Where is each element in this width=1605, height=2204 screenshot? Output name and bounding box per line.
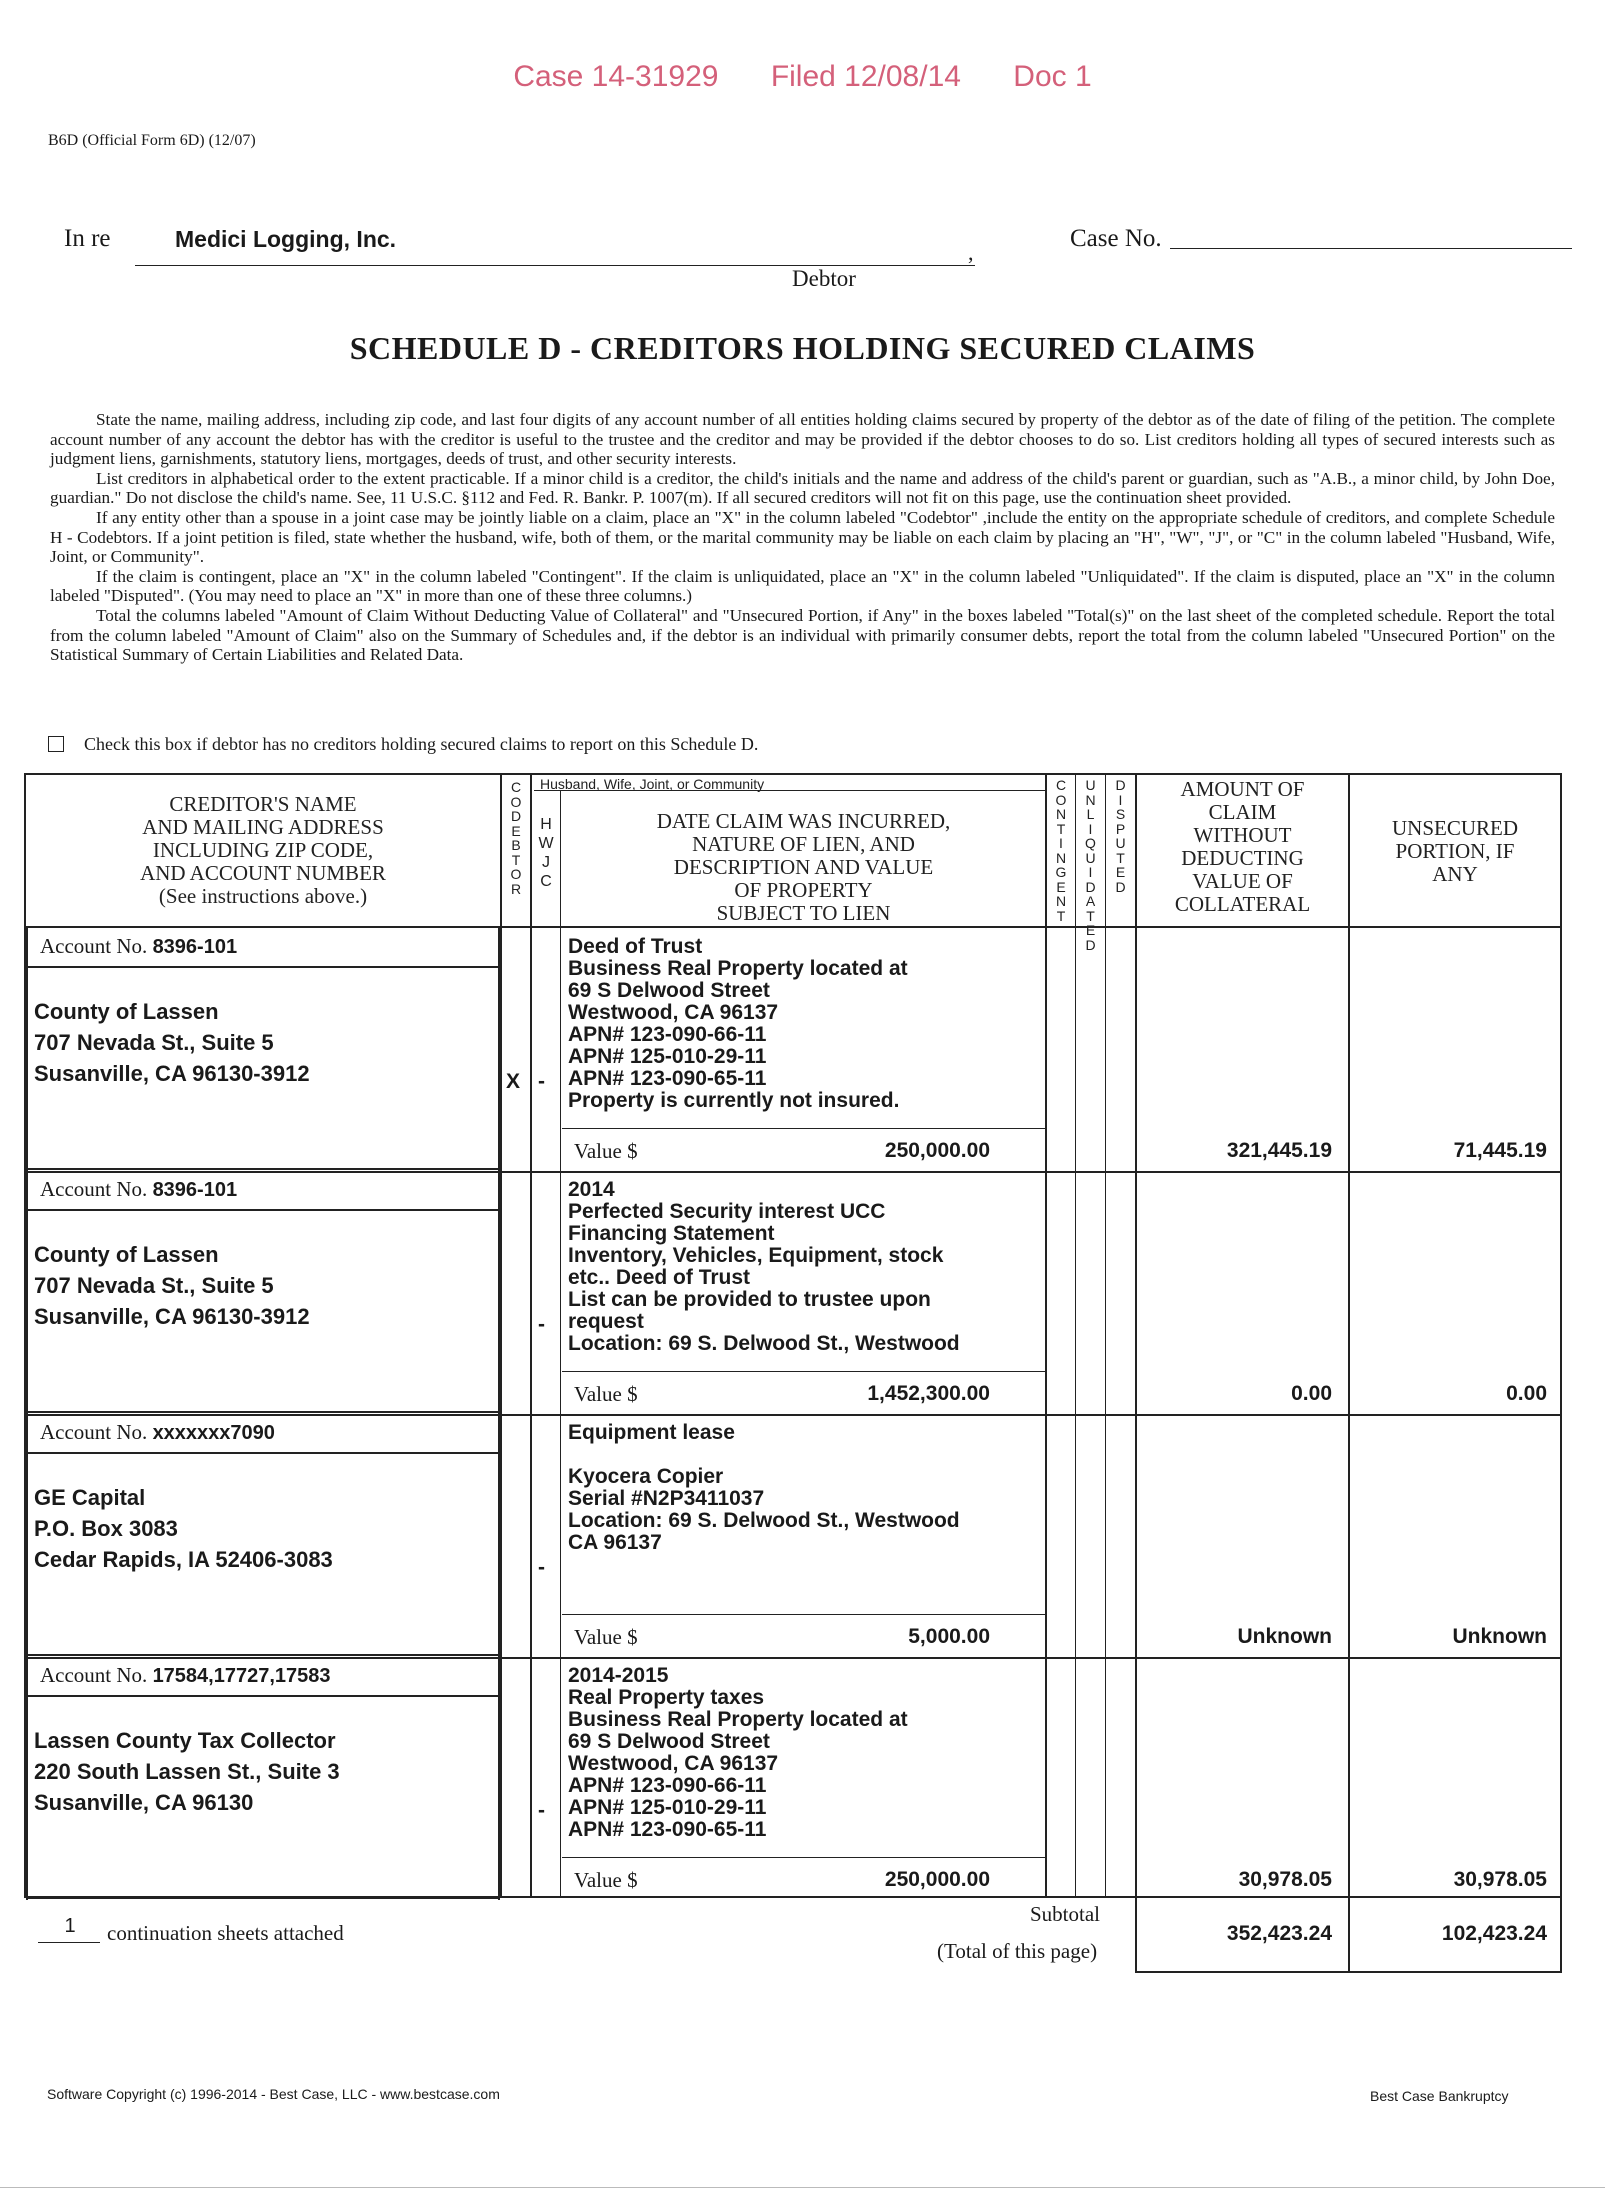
debtor-label: Debtor — [792, 266, 856, 291]
creditor-cell-left — [26, 1414, 28, 1657]
property-value: 5,000.00 — [908, 1625, 990, 1648]
claim-amount: 0.00 — [1291, 1382, 1332, 1405]
value-label: Value $ — [574, 1139, 638, 1163]
value-label: Value $ — [574, 1868, 638, 1892]
instruction-paragraph: State the name, mailing address, including zip code, and last four digits of any account number of all entities holding claims secured by property of the debtor as of the date of filing of the petition. The complete account number of any account the debtor has with the creditor is useful to the trustee and the creditor and may be provided if the debtor chooses to do so. List creditors holding all types of secured interests such as judgment liens, garnishments, statutory liens, mortgages, deeds of trust, and other security interests. — [50, 410, 1555, 469]
account-underline — [26, 1452, 500, 1454]
account-underline — [26, 966, 500, 968]
col-line — [500, 773, 502, 1898]
creditor-cell-left — [26, 1171, 28, 1414]
header-line: UNSECURED — [1391, 816, 1518, 840]
creditor-address — [34, 1239, 310, 1332]
description-line: request — [568, 1310, 644, 1333]
account-underline — [26, 1695, 500, 1697]
creditor-address — [34, 996, 310, 1089]
hwjc-mark: - — [538, 1799, 545, 1822]
form-id: B6D (Official Form 6D) (12/07) — [48, 132, 256, 149]
description-line: APN# 125-010-29-11 — [568, 1045, 767, 1068]
col-line — [1135, 773, 1137, 1973]
instruction-paragraph: If any entity other than a spouse in a joint case may be jointly liable on a claim, place an "X" in the column labeled "Codebtor" ,include the entity on the appropriate schedule of creditors, and complete Schedule H - Codebtors. If a joint petition is filed, state whether the husband, wife, both of them, or the marital community may be liable on each claim by placing an "H", "W", "J", or "C" in the column labeled "Husband, Wife, Joint, or Community". — [50, 507, 1555, 567]
value-label: Value $ — [574, 1625, 638, 1649]
hwjc-mark: - — [538, 1070, 545, 1093]
row-separator — [24, 1414, 1560, 1416]
property-value: 1,452,300.00 — [867, 1382, 990, 1405]
header-line: SUBJECT TO LIEN — [716, 901, 891, 925]
creditor-cell-right — [498, 928, 500, 1171]
header-line: AND MAILING ADDRESS — [142, 815, 384, 839]
instruction-paragraph: Total the columns labeled "Amount of Claim Without Deducting Value of Collateral" and "Unsecured Portion, if Any" in the boxes labeled "Total(s)" on the last sheet of the completed schedule. Report the total from the column labeled "Amount of Claim" also on the Summary of Schedules and, if the debtor is an individual with primarily consumer debts, report the total from the column labeled "Unsecured Portion" on the Statistical Summary of Certain Liabilities and Related Data. — [50, 605, 1555, 665]
creditor-address-line: GE Capital — [34, 1485, 146, 1510]
description-line: Inventory, Vehicles, Equipment, stock — [568, 1244, 944, 1267]
continuation-count: 1 — [64, 1915, 76, 1937]
header-bottom-border — [24, 926, 1560, 928]
subtotal-amount: 352,423.24 — [1226, 1922, 1332, 1945]
hwjc-mark: - — [538, 1313, 545, 1336]
description-line: Serial #N2P3411037 — [568, 1487, 765, 1510]
creditor-address — [34, 1482, 333, 1575]
account-underline — [26, 1209, 500, 1211]
header-line: PORTION, IF — [1395, 839, 1515, 863]
header-line: (See instructions above.) — [158, 884, 368, 908]
claim-amount: 321,445.19 — [1226, 1139, 1332, 1162]
doc-number: Doc 1 — [1013, 60, 1092, 93]
table-top-border — [24, 773, 1560, 775]
col-line — [1105, 773, 1106, 1898]
continuation-label: continuation sheets attached — [107, 1921, 344, 1945]
description-line: Business Real Property located at — [568, 957, 908, 980]
unsecured-amount: 0.00 — [1506, 1382, 1547, 1405]
description-line: APN# 123-090-66-11 — [568, 1774, 767, 1797]
hwjc-mark: - — [538, 1556, 545, 1579]
page-title: SCHEDULE D - CREDITORS HOLDING SECURED CLAIMS — [349, 330, 1256, 366]
creditor-cell-right — [498, 1414, 500, 1657]
header-line: VALUE OF — [1192, 869, 1293, 893]
creditor-address — [34, 1725, 340, 1818]
footer-brand: Best Case Bankruptcy — [1370, 2088, 1509, 2104]
col-line — [1045, 773, 1047, 1898]
header-line: DESCRIPTION AND VALUE — [673, 855, 934, 879]
creditor-address-line: County of Lassen — [34, 1242, 219, 1267]
subtotal-sublabel: (Total of this page) — [937, 1939, 1098, 1963]
header-line: DATE CLAIM WAS INCURRED, — [656, 809, 951, 833]
hwjc-title: Husband, Wife, Joint, or Community — [540, 776, 765, 792]
creditor-cell-right — [498, 1171, 500, 1414]
creditor-cell-bottom — [26, 1411, 500, 1413]
in-re-label: In re — [64, 225, 111, 252]
col-line — [1348, 773, 1350, 1973]
unsecured-amount: 30,978.05 — [1453, 1868, 1547, 1891]
header-line: CREDITOR'S NAME — [169, 792, 357, 816]
claim-amount: Unknown — [1237, 1625, 1332, 1648]
col-line — [530, 773, 532, 1898]
description-line: CA 96137 — [568, 1531, 662, 1554]
header-line: OF PROPERTY — [734, 878, 873, 902]
header-line: AMOUNT OF — [1180, 777, 1305, 801]
header-line: DEDUCTING — [1181, 846, 1304, 870]
instruction-paragraph: If the claim is contingent, place an "X" in the column labeled "Contingent". If the claim is unliquidated, place an "X" in the column labeled "Unliquidated". If the claim is disputed, place an "X" in the column labeled "Disputed". (You may need to place an "X" in more than one of these three columns.) — [50, 566, 1555, 606]
description-line: Perfected Security interest UCC — [568, 1200, 886, 1223]
value-separator — [562, 1614, 1045, 1615]
description-line: Real Property taxes — [568, 1686, 765, 1709]
creditor-address-line: Cedar Rapids, IA 52406-3083 — [34, 1547, 333, 1572]
description-line: APN# 125-010-29-11 — [568, 1796, 767, 1819]
col-line — [560, 790, 561, 1898]
value-separator — [562, 1857, 1045, 1858]
description-line: Westwood, CA 96137 — [568, 1001, 779, 1024]
claim-amount: 30,978.05 — [1238, 1868, 1332, 1891]
value-separator — [562, 1128, 1045, 1129]
account-number: Account No. xxxxxxx7090 — [40, 1420, 275, 1444]
description-line: Business Real Property located at — [568, 1708, 908, 1731]
description-line: List can be provided to trustee upon — [568, 1288, 931, 1311]
header-line: NATURE OF LIEN, AND — [692, 832, 915, 856]
property-value: 250,000.00 — [884, 1868, 990, 1891]
lien-description — [568, 1179, 1038, 1355]
table-body-bottom — [24, 1896, 1138, 1898]
header-line: INCLUDING ZIP CODE, — [152, 838, 374, 862]
header-line: ANY — [1432, 862, 1478, 886]
unliquidated-column-header: U N L I Q U I D A T E D — [1085, 777, 1096, 953]
creditor-address-line: 707 Nevada St., Suite 5 — [34, 1030, 274, 1055]
filed-date: Filed 12/08/14 — [770, 60, 961, 93]
account-number: Account No. 17584,17727,17583 — [40, 1663, 331, 1687]
description-line: Kyocera Copier — [568, 1465, 724, 1488]
creditor-column-header — [26, 793, 500, 908]
creditor-address-line: Susanville, CA 96130-3912 — [34, 1304, 310, 1329]
comma: , — [968, 240, 974, 265]
description-line — [568, 1444, 1038, 1466]
unsecured-column-header — [1350, 817, 1560, 886]
header-line: WITHOUT — [1193, 823, 1292, 847]
instructions — [50, 410, 1555, 665]
creditor-cell-bottom — [26, 1654, 500, 1656]
table-right-border — [1560, 773, 1562, 1973]
case-no-underline — [1170, 248, 1572, 249]
description-line: APN# 123-090-65-11 — [568, 1818, 767, 1841]
case-no-label: Case No. — [1070, 225, 1162, 252]
account-number: Account No. 8396-101 — [40, 1177, 238, 1201]
description-line: Location: 69 S. Delwood St., Westwood — [568, 1509, 960, 1532]
description-line: APN# 123-090-66-11 — [568, 1023, 767, 1046]
creditor-address-line: 707 Nevada St., Suite 5 — [34, 1273, 274, 1298]
row-separator — [24, 1171, 1560, 1173]
description-line: Equipment lease — [568, 1421, 735, 1444]
subtotal-label: Subtotal — [1030, 1902, 1101, 1926]
disputed-column-header: D I S P U T E D — [1115, 777, 1126, 895]
creditor-cell-left — [26, 928, 28, 1171]
row-separator — [24, 1657, 1560, 1659]
creditor-address-line: Lassen County Tax Collector — [34, 1728, 336, 1753]
description-line: APN# 123-090-65-11 — [568, 1067, 767, 1090]
creditor-cell-bottom — [26, 1168, 500, 1170]
description-line: Deed of Trust — [568, 935, 703, 958]
page-edge — [0, 2187, 1605, 2188]
creditor-address-line: Susanville, CA 96130-3912 — [34, 1061, 310, 1086]
header-line: CLAIM — [1208, 800, 1277, 824]
unsecured-amount: 71,445.19 — [1453, 1139, 1547, 1162]
codebtor-mark: X — [506, 1070, 521, 1093]
filing-banner — [0, 60, 1605, 94]
amount-column-header — [1137, 778, 1348, 916]
creditor-cell-right — [498, 1657, 500, 1900]
lien-description — [568, 936, 1038, 1112]
subtotal-unsecured: 102,423.24 — [1441, 1922, 1547, 1945]
lien-description — [568, 1665, 1038, 1841]
footer-copyright: Software Copyright (c) 1996-2014 - Best Case, LLC - www.bestcase.com — [47, 2086, 500, 2102]
description-column-header — [562, 810, 1045, 925]
creditor-address-line: Susanville, CA 96130 — [34, 1790, 254, 1815]
header-line: AND ACCOUNT NUMBER — [140, 861, 386, 885]
codebtor-column-header: C O D E B T O R — [510, 779, 522, 897]
creditor-cell-left — [26, 1657, 28, 1900]
no-creditors-check-row — [48, 734, 758, 755]
description-line: 69 S Delwood Street — [568, 979, 770, 1002]
unsecured-amount: Unknown — [1452, 1625, 1547, 1648]
description-line: 2014-2015 — [568, 1664, 669, 1687]
debtor-name: Medici Logging, Inc. — [175, 226, 397, 252]
contingent-column-header: C O N T I N G E N T — [1055, 777, 1067, 924]
description-line: 2014 — [568, 1178, 615, 1201]
no-creditors-checkbox[interactable] — [48, 736, 64, 752]
header-line: COLLATERAL — [1174, 892, 1311, 916]
description-line: Financing Statement — [568, 1222, 775, 1245]
value-label: Value $ — [574, 1382, 638, 1406]
lien-description — [568, 1422, 1038, 1554]
description-line: Property is currently not insured. — [568, 1089, 900, 1112]
value-separator — [562, 1371, 1045, 1372]
property-value: 250,000.00 — [884, 1139, 990, 1162]
description-line: 69 S Delwood Street — [568, 1730, 770, 1753]
description-line: etc.. Deed of Trust — [568, 1266, 751, 1289]
description-line: Location: 69 S. Delwood St., Westwood — [568, 1332, 960, 1355]
subtotal-bottom — [1135, 1971, 1562, 1973]
creditor-address-line: 220 South Lassen St., Suite 3 — [34, 1759, 340, 1784]
continuation-count-underline — [38, 1942, 100, 1943]
hwjc-column-header: H W J C — [538, 816, 554, 890]
description-line: Westwood, CA 96137 — [568, 1752, 779, 1775]
creditor-address-line: County of Lassen — [34, 999, 219, 1024]
subtotal-top — [1135, 1896, 1562, 1898]
creditor-address-line: P.O. Box 3083 — [34, 1516, 178, 1541]
instruction-paragraph: List creditors in alphabetical order to the extent practicable. If a minor child is a creditor, the child's initials and the name and address of the child's parent or guardian, such as "A.B., a minor child, by John Doe, guardian." Do not disclose the child's name. See, 11 U.S.C. §112 and Fed. R. Bankr. P. 1007(m). If all secured creditors will not fit on this page, use the continuation sheet provided. — [50, 468, 1555, 508]
case-number: Case 14-31929 — [513, 60, 719, 93]
account-number: Account No. 8396-101 — [40, 934, 238, 958]
checkbox-label: Check this box if debtor has no creditors holding secured claims to report on this Schedule D. — [84, 734, 759, 754]
